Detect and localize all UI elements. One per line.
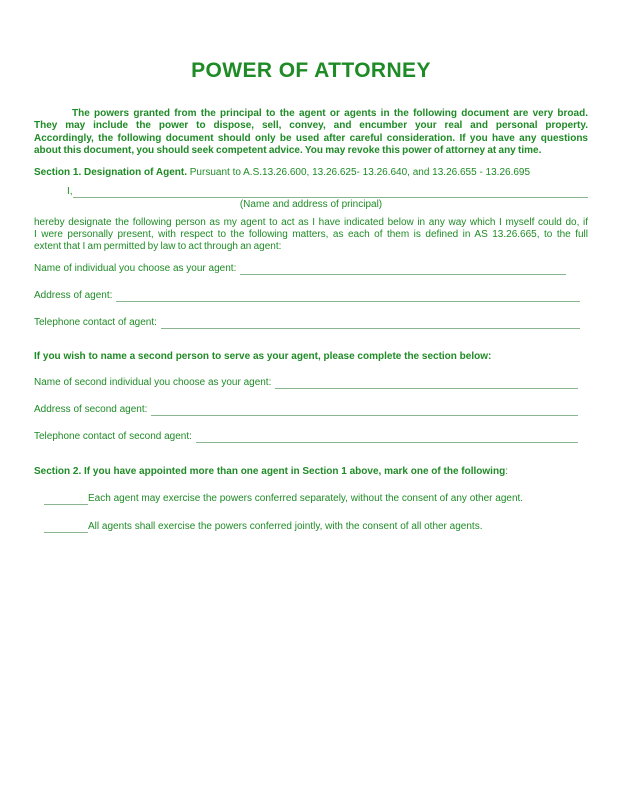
agent-phone-row [34, 317, 588, 330]
principal-name-blank[interactable] [73, 186, 588, 198]
section2-heading [34, 466, 588, 478]
principal-name-row [67, 186, 588, 199]
section2-heading-colon: : [505, 465, 508, 477]
agent-name-label: Name of individual you choose as your agent: [34, 262, 237, 274]
second-agent-address-row [34, 404, 588, 417]
intro-line: They may include the power to dispose, sell, convey, and encumber your real and personal property. [34, 120, 588, 132]
option-separate-row [34, 493, 588, 506]
intro-line: Accordingly, the following document should only be used after careful consideration. If you have any questions [34, 132, 588, 144]
second-agent-address-blank[interactable] [151, 404, 578, 416]
designation-line: hereby designate the following person as my agent to act as I have indicated below in any way which I myself could do, if [34, 216, 588, 228]
section1-heading-statutes: Pursuant to A.S.13.26.600, 13.26.625- 13.26.640, and 13.26.655 - 13.26.695 [186, 166, 531, 178]
intro-line: The powers granted from the principal to the agent or agents in the following document are very broad. [72, 108, 588, 119]
agent-address-label: Address of agent: [34, 289, 113, 301]
intro-line: about this document, you should seek competent advice. You may revoke this power of attorney at any time. [34, 145, 542, 157]
intro-paragraph [34, 108, 588, 158]
agent-address-row [34, 290, 588, 303]
agent-address-blank[interactable] [116, 290, 580, 302]
option-separate-mark-blank[interactable] [44, 493, 88, 505]
option-joint-row [34, 521, 588, 534]
designation-line: extent that I am permitted by law to act through an agent: [34, 241, 282, 253]
second-agent-phone-blank[interactable] [196, 431, 578, 443]
agent-name-row [34, 263, 588, 276]
second-agent-phone-row [34, 431, 588, 444]
document-title: POWER OF ATTORNEY [191, 59, 431, 82]
agent-name-blank[interactable] [240, 263, 566, 275]
section2-heading-title: Section 2. If you have appointed more than one agent in Section 1 above, mark one of the following [34, 465, 506, 477]
designation-line: I were personally present, with respect to the following matters, as each of them is defined in AS 13.26.665, to the full [34, 229, 588, 241]
principal-caption: (Name and address of principal) [239, 198, 383, 210]
section1-heading-title: Section 1. Designation of Agent. [34, 166, 187, 178]
agent-phone-label: Telephone contact of agent: [34, 316, 157, 328]
option-separate-text: Each agent may exercise the powers conferred separately, without the consent of any other agent. [88, 492, 524, 504]
second-agent-address-label: Address of second agent: [34, 403, 148, 415]
second-agent-phone-label: Telephone contact of second agent: [34, 430, 192, 442]
option-joint-text: All agents shall exercise the powers conferred jointly, with the consent of all other agents. [88, 520, 483, 532]
second-agent-name-label: Name of second individual you choose as your agent: [34, 376, 272, 388]
option-joint-mark-blank[interactable] [44, 521, 88, 533]
second-agent-name-row [34, 377, 588, 390]
designation-paragraph [34, 217, 588, 254]
section1-heading [34, 167, 588, 179]
second-agent-heading: If you wish to name a second person to serve as your agent, please complete the section below: [34, 350, 492, 362]
second-agent-name-blank[interactable] [275, 377, 578, 389]
agent-phone-blank[interactable] [161, 317, 580, 329]
principal-prefix-label: I, [67, 185, 73, 197]
